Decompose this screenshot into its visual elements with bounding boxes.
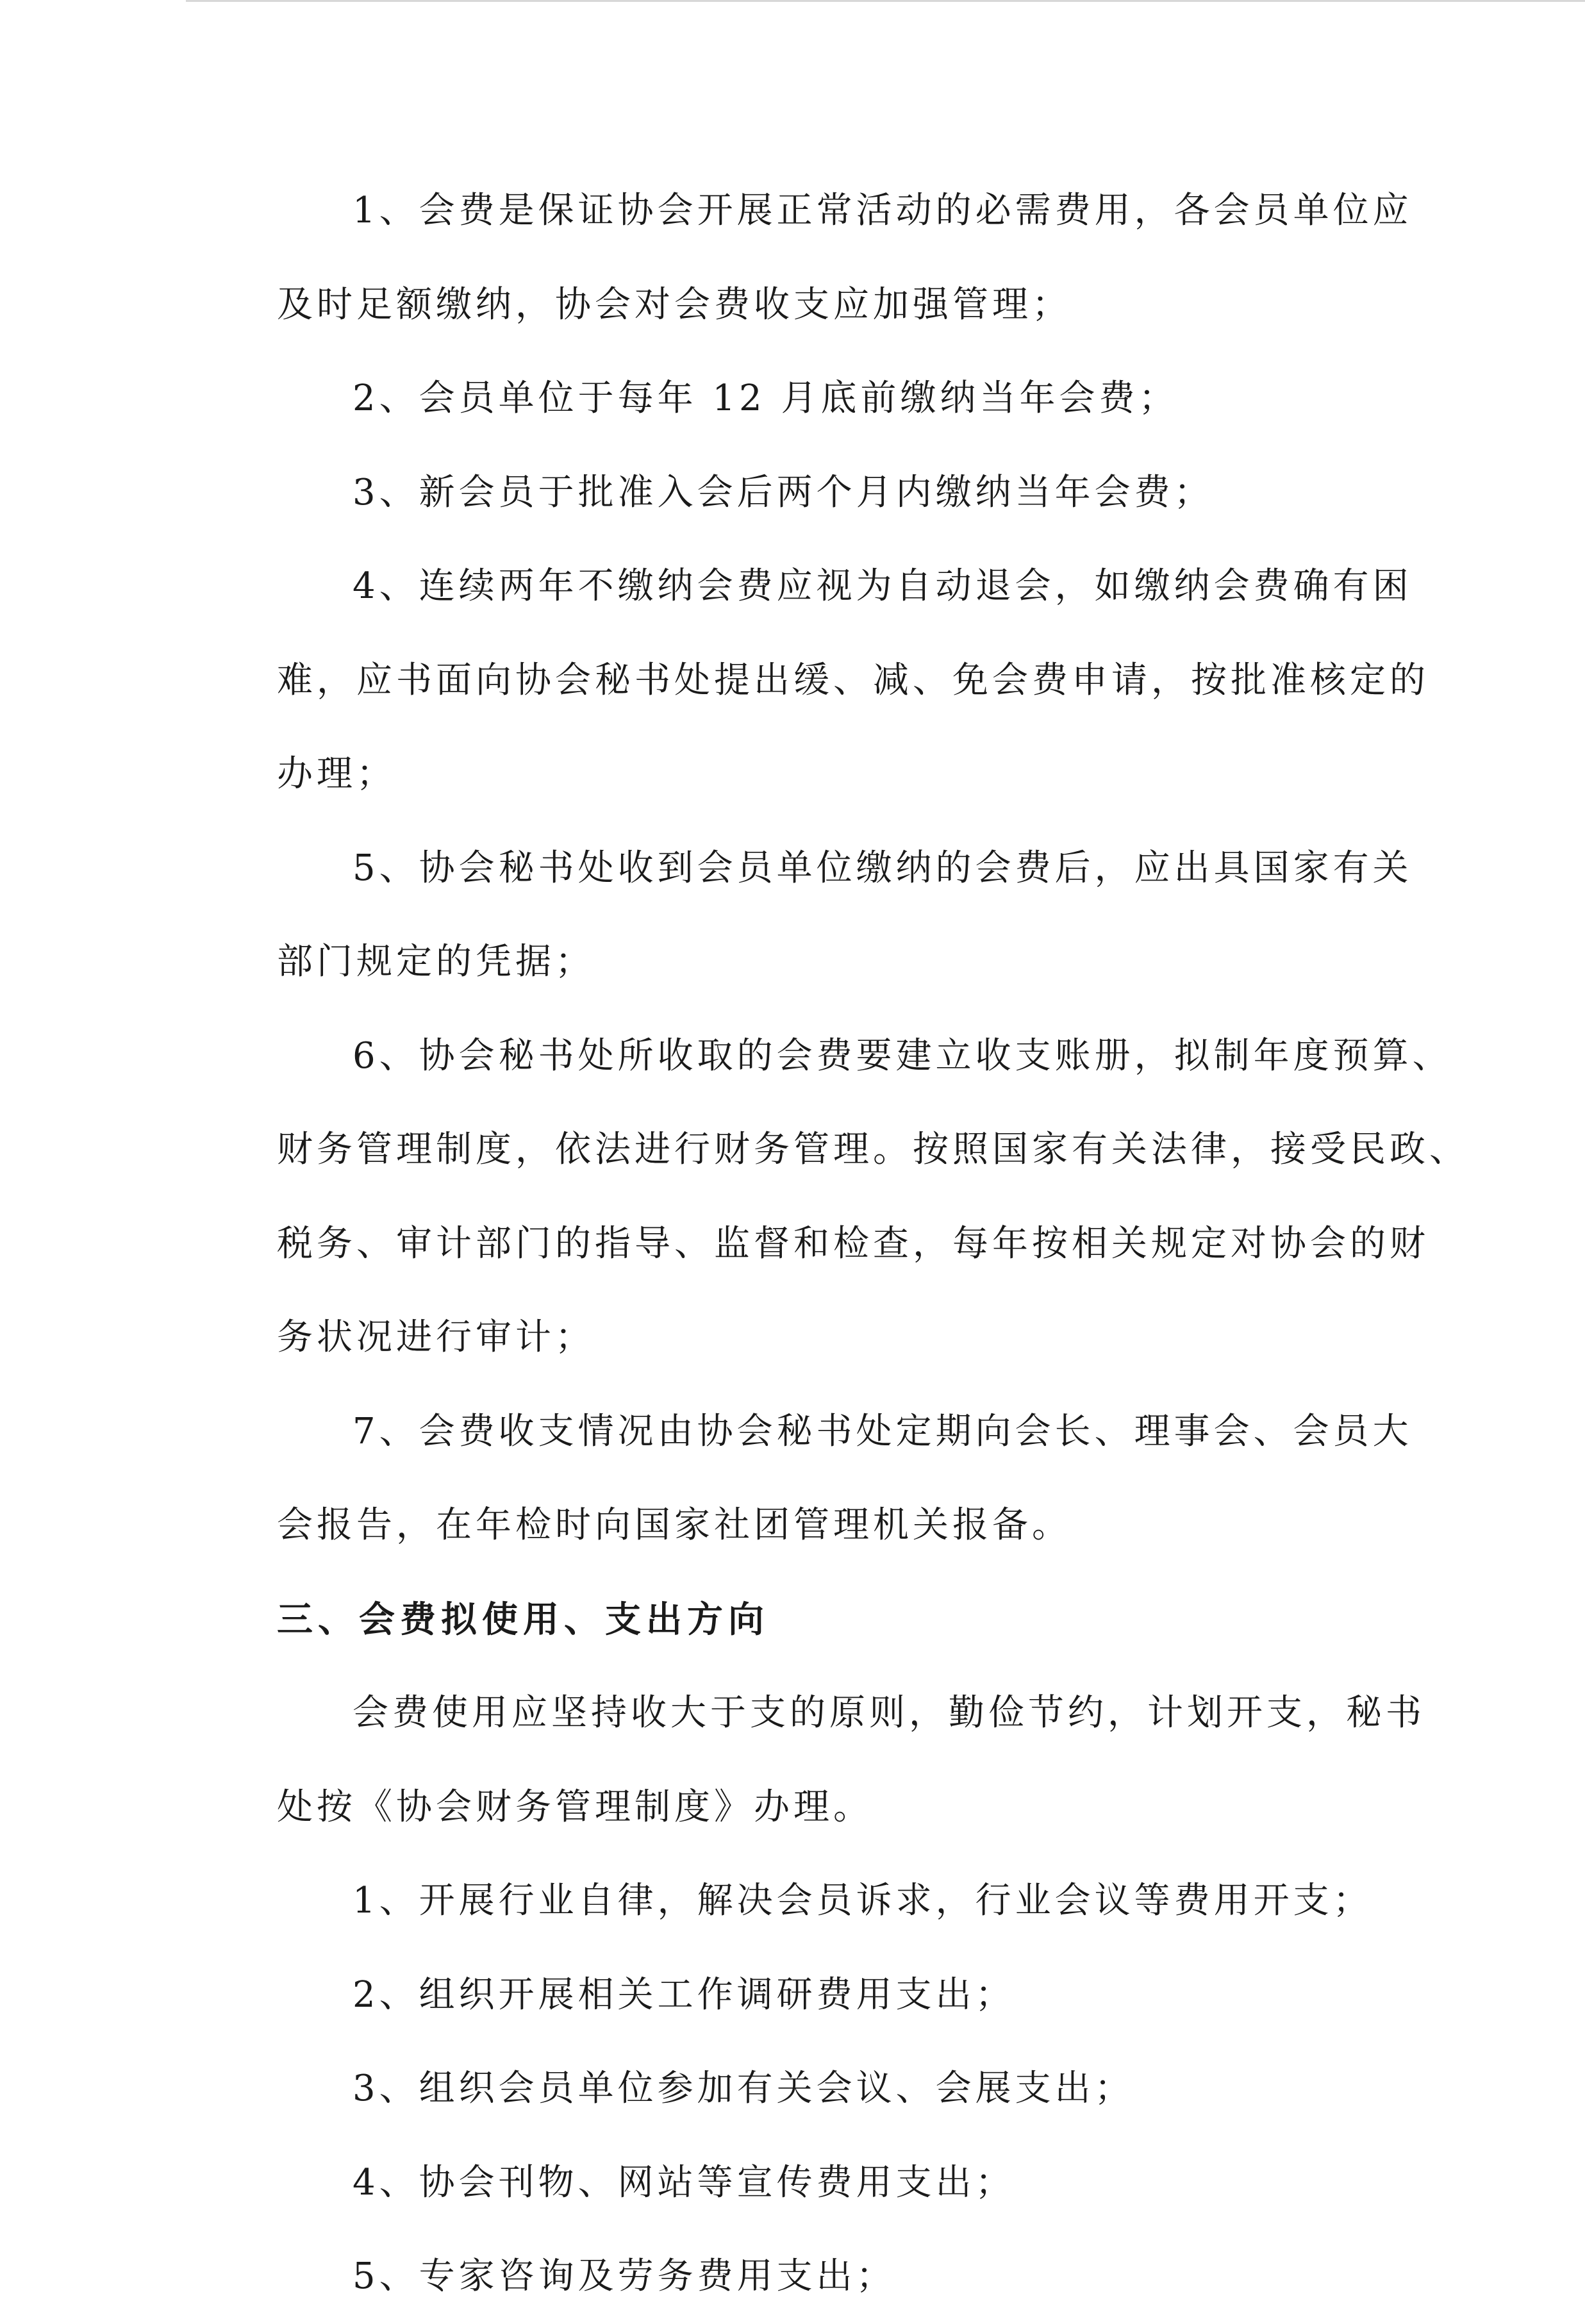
list-item: 5、专家咨询及劳务费用支出； [353, 2255, 896, 2297]
text-line: 处按《协会财务管理制度》办理。 [277, 1786, 873, 1828]
text-line: 2、会员单位于每年 12 月底前缴纳当年会费； [353, 378, 1179, 419]
list-item: 1、开展行业自律，解决会员诉求，行业会议等费用开支； [353, 1880, 1373, 1921]
text-line: 1、会费是保证协会开展正常活动的必需费用，各会员单位应 [353, 190, 1413, 231]
list-item: 3、组织会员单位参加有关会议、会展支出； [353, 2068, 1134, 2109]
text-line: 办理； [277, 753, 396, 795]
text-line: 5、协会秘书处收到会员单位缴纳的会费后，应出具国家有关 [353, 847, 1413, 889]
text-line: 会报告，在年检时向国家社团管理机关报备。 [277, 1504, 1072, 1546]
text-line: 难，应书面向协会秘书处提出缓、减、免会费申请，按批准核定的 [277, 659, 1429, 701]
section-heading: 三、会费拟使用、支出方向 [277, 1598, 769, 1641]
text-line: 会费使用应坚持收大于支的原则，勤俭节约，计划开支，秘书 [353, 1692, 1425, 1734]
list-item: 2、组织开展相关工作调研费用支出； [353, 1973, 1015, 2016]
text-line: 及时足额缴纳，协会对会费收支应加强管理； [277, 283, 1072, 326]
list-item: 4、协会刊物、网站等宣传费用支出； [353, 2161, 1015, 2204]
text-line: 务状况进行审计； [277, 1316, 595, 1358]
text-line: 3、新会员于批准入会后两个月内缴纳当年会费； [353, 471, 1214, 513]
text-line: 税务、审计部门的指导、监督和检查，每年按相关规定对协会的财 [277, 1222, 1429, 1265]
text-line: 财务管理制度，依法进行财务管理。按照国家有关法律，接受民政、 [277, 1129, 1469, 1170]
text-line: 6、协会秘书处所收取的会费要建立收支账册，拟制年度预算、 [353, 1034, 1452, 1077]
text-line: 4、连续两年不缴纳会费应视为自动退会，如缴纳会费确有困 [353, 565, 1413, 607]
text-line: 部门规定的凭据； [277, 941, 595, 983]
scan-top-edge [186, 0, 1585, 2]
document-body [277, 164, 1469, 2324]
text-line: 7、会费收支情况由协会秘书处定期向会长、理事会、会员大 [353, 1410, 1413, 1452]
